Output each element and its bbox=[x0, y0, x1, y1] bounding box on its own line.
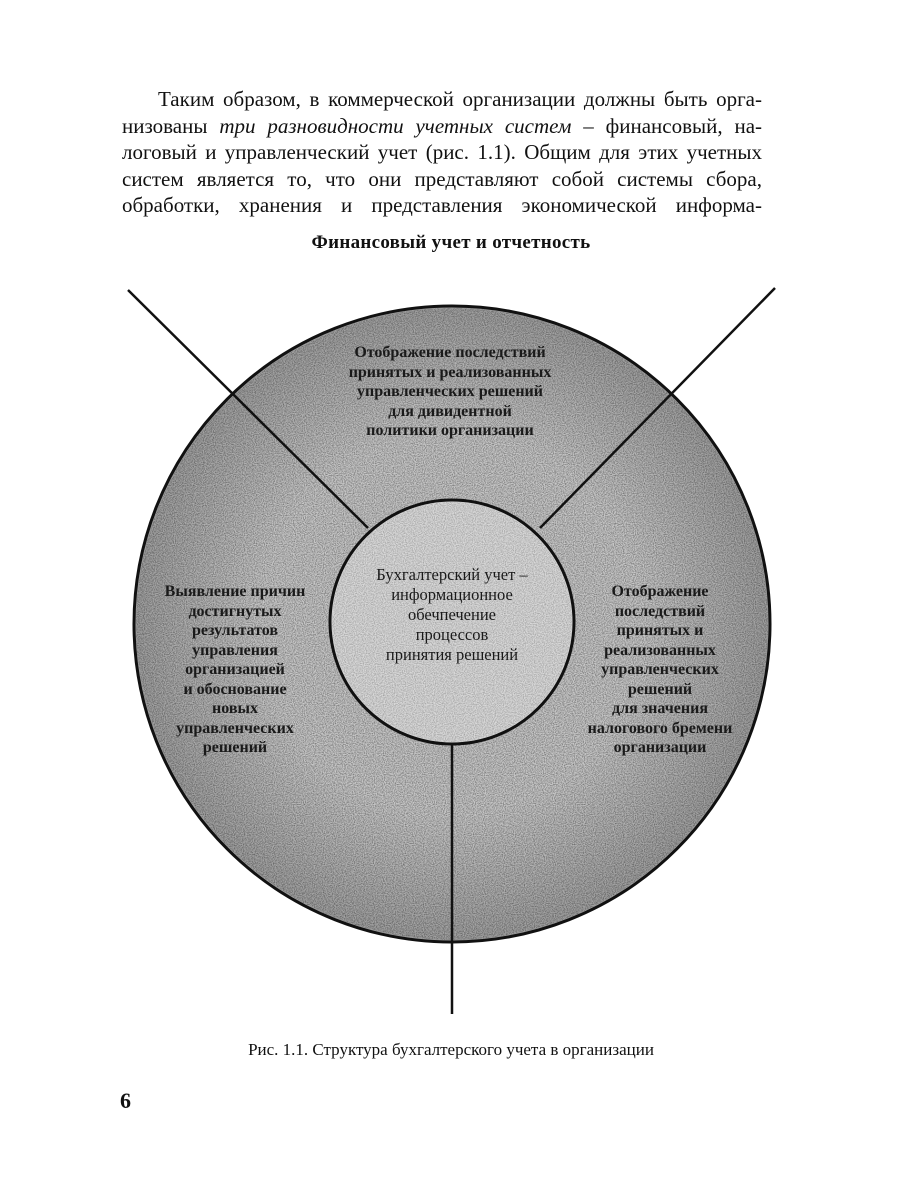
segment-line: организации bbox=[613, 739, 707, 756]
left-segment-text bbox=[135, 582, 335, 758]
segment-line: для дивидентной bbox=[388, 402, 512, 420]
center-line: процессов bbox=[415, 625, 489, 644]
segment-line: политики организации bbox=[366, 422, 534, 439]
center-line: информационное bbox=[391, 585, 513, 604]
right-segment-text bbox=[555, 582, 765, 758]
figure-caption: Рис. 1.1. Структура бухгалтерского учета в организации bbox=[248, 1040, 654, 1059]
segment-line: решений bbox=[202, 739, 268, 756]
segment-line: новых bbox=[212, 700, 258, 717]
center-line: обечпечение bbox=[408, 605, 496, 624]
page-number: 6 bbox=[120, 1088, 131, 1113]
segment-line: налогового бремени bbox=[587, 719, 733, 737]
paragraph-line: систем является то, что они представляют собой системы сбора, bbox=[122, 166, 762, 191]
segment-line: последствий bbox=[614, 602, 706, 620]
segment-line: управленческих bbox=[176, 719, 294, 737]
segment-line: решений bbox=[627, 680, 693, 698]
paragraph-text: – финансовый, на- bbox=[571, 113, 763, 138]
top-segment-text bbox=[300, 343, 600, 441]
segment-line: и обоснование bbox=[183, 680, 287, 698]
segment-line: Выявление причин bbox=[164, 583, 306, 600]
segment-line: управления bbox=[192, 641, 278, 659]
paragraph-line: Таким образом, в коммерческой организации должны быть орга- bbox=[158, 87, 762, 111]
segment-line: принятых и bbox=[616, 622, 704, 639]
paragraph-text: низованы bbox=[122, 113, 220, 138]
segment-line: управленческих решений bbox=[357, 383, 543, 400]
segment-line: принятых и реализованных bbox=[348, 363, 552, 381]
segment-line: результатов bbox=[191, 622, 279, 639]
segment-line: управленческих bbox=[601, 661, 719, 678]
paragraph-line: логовый и управленческий учет (рис. 1.1). Общим для этих учетных bbox=[122, 140, 762, 164]
center-line: принятия решений bbox=[385, 645, 519, 664]
center-text bbox=[337, 565, 567, 665]
paragraph-line: обработки, хранения и представления экономической информа- bbox=[122, 193, 762, 217]
segment-line: Отображение последствий bbox=[354, 344, 546, 361]
emphasized-phrase: три разновидности учетных систем bbox=[219, 113, 572, 138]
segment-line: реализованных bbox=[604, 641, 716, 659]
segment-line: достигнутых bbox=[188, 602, 282, 620]
diagram-title: Финансовый учет и отчетность bbox=[311, 232, 591, 253]
segment-line: организацией bbox=[185, 661, 285, 678]
center-line: Бухгалтерский учет – bbox=[376, 565, 528, 584]
segment-line: Отображение bbox=[611, 583, 709, 600]
segment-line: для значения bbox=[612, 700, 708, 717]
